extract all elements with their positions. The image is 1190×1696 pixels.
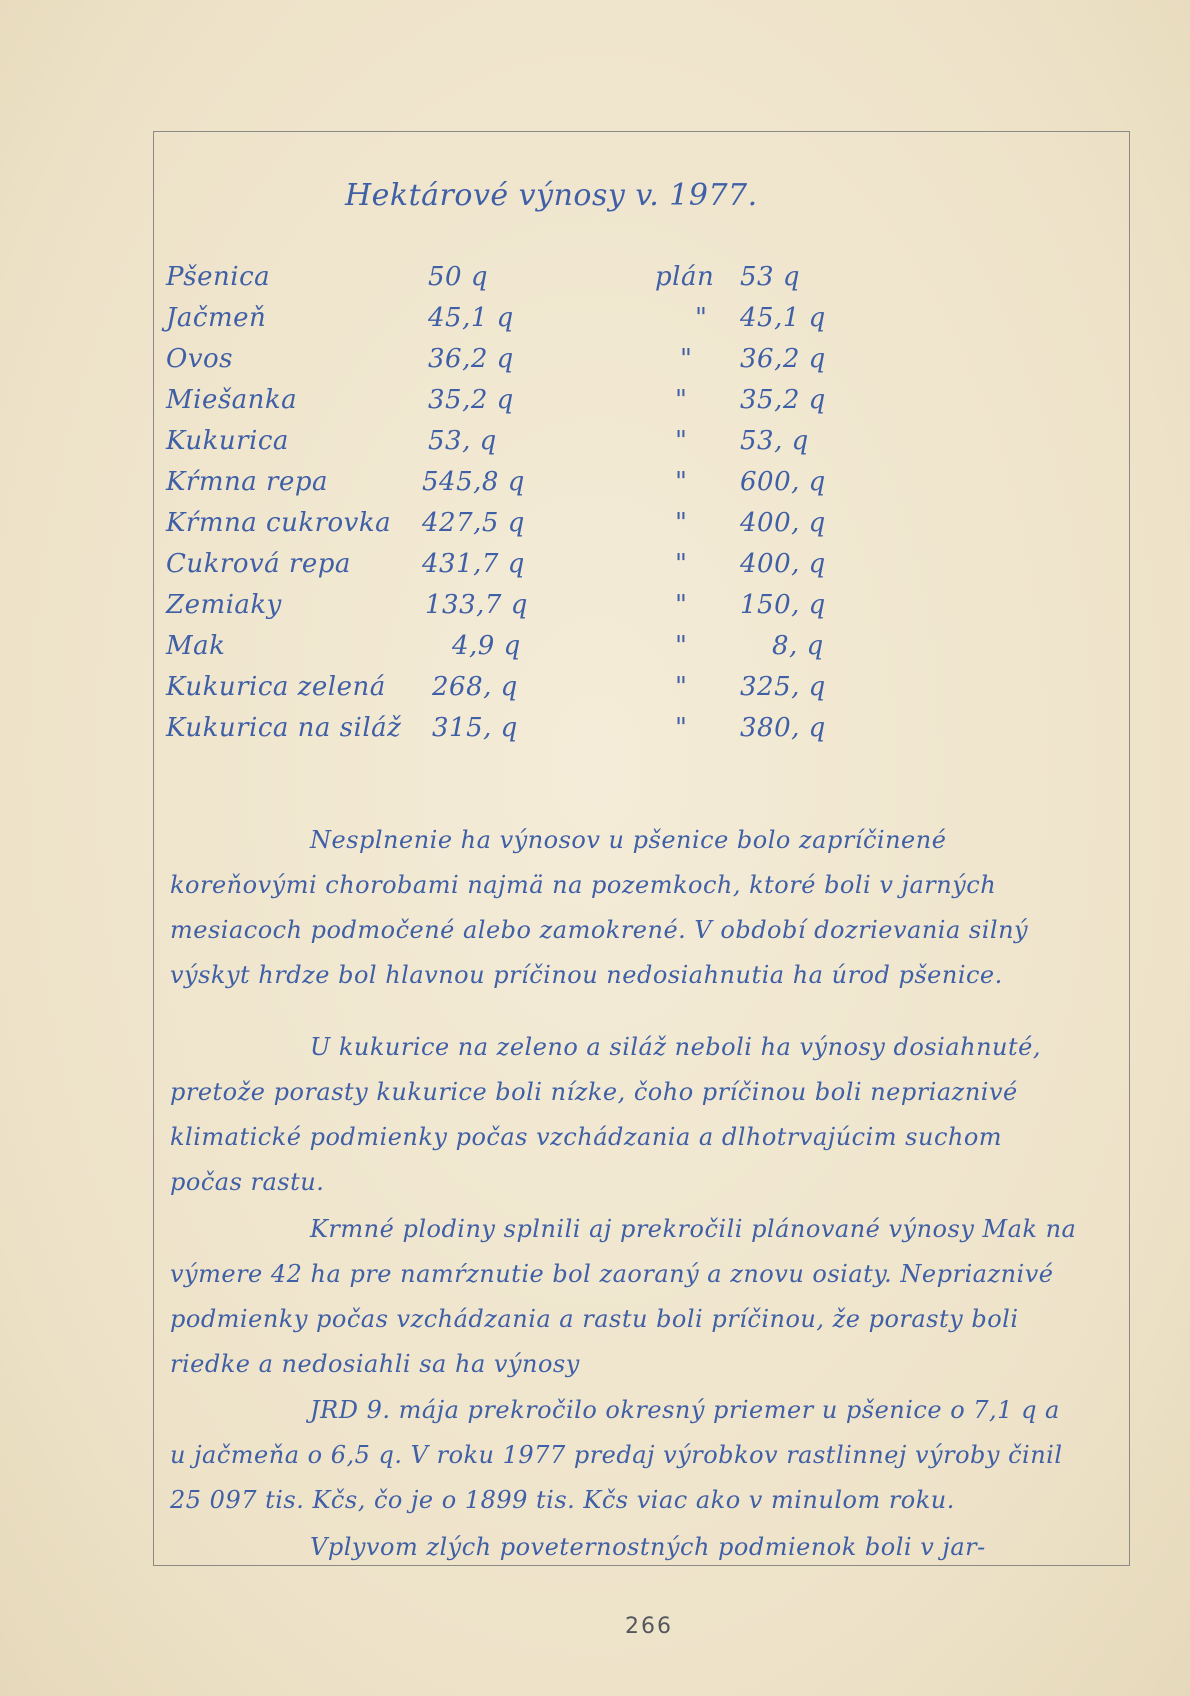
table-row bbox=[160, 713, 860, 754]
table-row bbox=[160, 631, 860, 672]
crop-name: Cukrová repa bbox=[166, 549, 351, 579]
page-title: Hektárové výnosy v. 1977. bbox=[345, 178, 758, 213]
crop-name: Ovos bbox=[166, 344, 233, 374]
plan-yield: 53 q bbox=[740, 262, 800, 292]
table-row bbox=[160, 344, 860, 385]
paragraph bbox=[170, 1025, 1080, 1205]
plan-label: " bbox=[675, 426, 688, 456]
plan-yield: 150, q bbox=[740, 590, 826, 620]
paragraph bbox=[170, 1388, 1080, 1523]
plan-label: " bbox=[675, 590, 688, 620]
actual-yield: 431,7 q bbox=[422, 549, 525, 579]
paragraph bbox=[170, 1207, 1080, 1387]
table-row bbox=[160, 672, 860, 713]
crop-name: Kukurica bbox=[166, 426, 289, 456]
plan-yield: 600, q bbox=[740, 467, 826, 497]
plan-label: " bbox=[680, 344, 693, 374]
paragraph-text: U kukurice na zeleno a siláž neboli ha výnosy dosiahnuté, pretože porasty kukurice boli nízke, čoho príčinou boli nepriaznivé klimatické podmienky počas vzchádzania a dlhotrvajúcim suchom počas rastu. bbox=[170, 1033, 1041, 1196]
actual-yield: 545,8 q bbox=[422, 467, 525, 497]
crop-name: Pšenica bbox=[166, 262, 271, 292]
table-row bbox=[160, 385, 860, 426]
crop-name: Kukurica na siláž bbox=[166, 713, 402, 743]
crop-name: Kŕmna repa bbox=[166, 467, 328, 497]
plan-label: " bbox=[695, 303, 708, 333]
plan-label: " bbox=[675, 713, 688, 743]
actual-yield: 4,9 q bbox=[452, 631, 521, 661]
paragraph-text: Nesplnenie ha výnosov u pšenice bolo zapríčinené koreňovými chorobami najmä na pozemkoch, ktoré boli v jarných mesiacoch podmočené alebo zamokrené. V období dozrievania silný výskyt hrdze bol hlavnou príčinou nedosiahnutia ha úrod pšenice. bbox=[170, 826, 1029, 989]
paragraph-text: Vplyvom zlých poveternostných podmienok boli v jar- bbox=[310, 1533, 986, 1561]
plan-yield: 53, q bbox=[740, 426, 809, 456]
table-row bbox=[160, 303, 860, 344]
actual-yield: 35,2 q bbox=[428, 385, 514, 415]
table-row bbox=[160, 590, 860, 631]
actual-yield: 50 q bbox=[428, 262, 488, 292]
actual-yield: 427,5 q bbox=[422, 508, 525, 538]
plan-yield: 36,2 q bbox=[740, 344, 826, 374]
plan-label: " bbox=[675, 467, 688, 497]
crop-name: Mak bbox=[166, 631, 226, 661]
table-row bbox=[160, 549, 860, 590]
crop-name: Jačmeň bbox=[166, 303, 267, 333]
plan-label: " bbox=[675, 631, 688, 661]
actual-yield: 268, q bbox=[432, 672, 518, 702]
plan-yield: 400, q bbox=[740, 508, 826, 538]
actual-yield: 36,2 q bbox=[428, 344, 514, 374]
paragraph-text: Krmné plodiny splnili aj prekročili plánované výnosy Mak na výmere 42 ha pre namŕznutie bol zaoraný a znovu osiaty. Nepriaznivé podmienky počas vzchádzania a rastu boli príčinou, že porasty boli riedke a nedosiahli sa ha výnosy bbox=[170, 1215, 1077, 1378]
plan-label: " bbox=[675, 385, 688, 415]
crop-name: Kŕmna cukrovka bbox=[166, 508, 392, 538]
page-number: 266 bbox=[625, 1614, 673, 1639]
crop-name: Zemiaky bbox=[166, 590, 282, 620]
paragraph bbox=[170, 1525, 1080, 1570]
table-row bbox=[160, 508, 860, 549]
crop-name: Kukurica zelená bbox=[166, 672, 386, 702]
actual-yield: 133,7 q bbox=[425, 590, 528, 620]
table-row bbox=[160, 426, 860, 467]
plan-yield: 400, q bbox=[740, 549, 826, 579]
actual-yield: 53, q bbox=[428, 426, 497, 456]
paragraph-text: JRD 9. mája prekročilo okresný priemer u pšenice o 7,1 q a u jačmeňa o 6,5 q. V roku 1977 predaj výrobkov rastlinnej výroby činil 25 097 tis. Kčs, čo je o 1899 tis. Kčs viac ako v minulom roku. bbox=[170, 1396, 1063, 1514]
plan-yield: 380, q bbox=[740, 713, 826, 743]
actual-yield: 315, q bbox=[432, 713, 518, 743]
yield-table bbox=[160, 262, 860, 754]
table-row bbox=[160, 262, 860, 303]
plan-yield: 35,2 q bbox=[740, 385, 826, 415]
plan-yield: 325, q bbox=[740, 672, 826, 702]
plan-label: " bbox=[675, 672, 688, 702]
crop-name: Miešanka bbox=[166, 385, 298, 415]
plan-yield: 45,1 q bbox=[740, 303, 826, 333]
actual-yield: 45,1 q bbox=[428, 303, 514, 333]
paragraph bbox=[170, 818, 1080, 998]
table-row bbox=[160, 467, 860, 508]
plan-label: " bbox=[675, 549, 688, 579]
plan-label: plán bbox=[655, 262, 715, 292]
plan-yield: 8, q bbox=[772, 631, 824, 661]
plan-label: " bbox=[675, 508, 688, 538]
